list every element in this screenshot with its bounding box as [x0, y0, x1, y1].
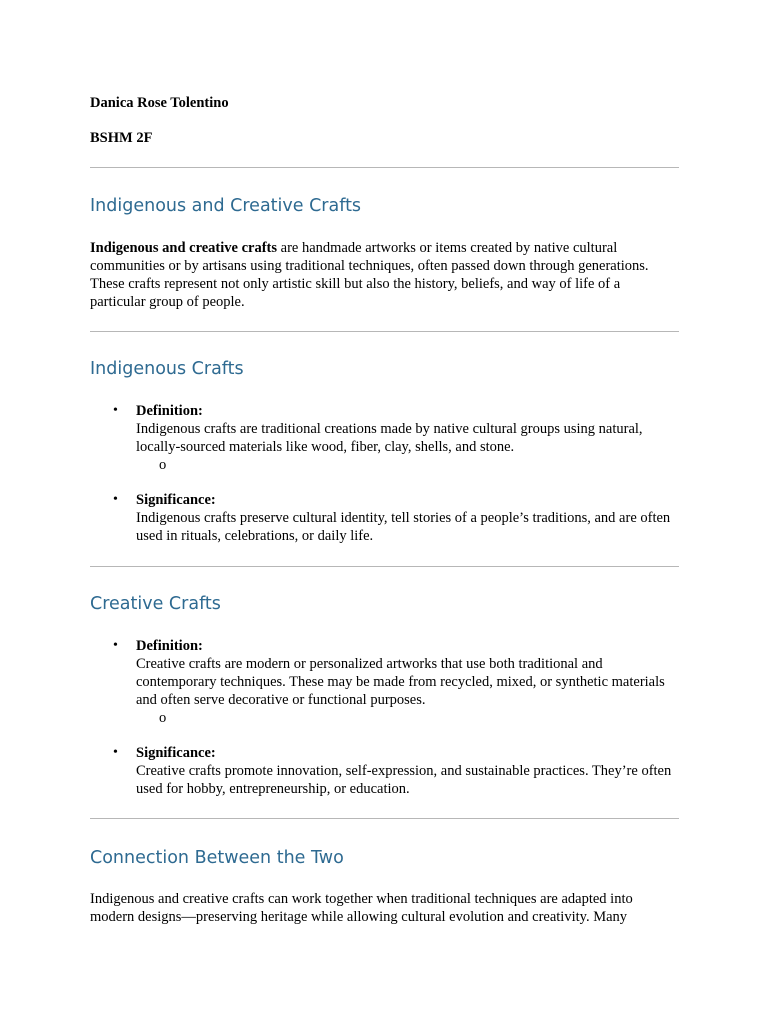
intro-text: are handmade artworks or items created by native cultural communities or by artisans using traditional techniques, often passed down through generations. These crafts represent not only artistic skill but also the history, beliefs, and way of life of a particular group of people. [90, 240, 649, 310]
bullet-icon: • [113, 492, 118, 507]
section-heading-indigenous: Indigenous Crafts [90, 359, 244, 379]
sub-bullet-marker: o [159, 710, 167, 726]
item-label: Definition: [136, 403, 203, 419]
bullet-icon: • [113, 745, 118, 760]
item-text: Creative crafts are modern or personalized artworks that use both traditional and contemporary techniques. These may be made from recycled, mixed, or synthetic materials and often serve decorative or functional purposes. [136, 656, 665, 708]
author-name: Danica Rose Tolentino [90, 95, 229, 111]
item-label: Definition: [136, 638, 203, 654]
divider [90, 566, 679, 567]
bullet-icon: • [113, 638, 118, 653]
connection-paragraph: Indigenous and creative crafts can work together when traditional techniques are adapted into modern designs—preserving heritage while allowing cultural evolution and creativity. Many [90, 891, 633, 925]
course-code: BSHM 2F [90, 130, 153, 146]
intro-bold-term: Indigenous and creative crafts [90, 240, 278, 256]
item-label: Significance: [136, 492, 216, 508]
intro-paragraph [90, 239, 679, 311]
section-heading-indigenous-creative: Indigenous and Creative Crafts [90, 196, 362, 216]
sub-bullet-marker: o [159, 457, 167, 473]
divider [90, 331, 679, 332]
item-text: Indigenous crafts preserve cultural identity, tell stories of a people’s traditions, and are often used in rituals, celebrations, or daily life. [136, 510, 671, 544]
section-heading-connection: Connection Between the Two [90, 848, 344, 868]
section-heading-creative: Creative Crafts [90, 594, 221, 614]
item-text: Creative crafts promote innovation, self-expression, and sustainable practices. They’re often used for hobby, entrepreneurship, or education. [136, 763, 672, 797]
divider [90, 818, 679, 819]
divider [90, 167, 679, 168]
item-text: Indigenous crafts are traditional creations made by native cultural groups using natural, locally-sourced materials like wood, fiber, clay, shells, and stone. [136, 421, 643, 455]
item-label: Significance: [136, 745, 216, 761]
bullet-icon: • [113, 403, 118, 418]
